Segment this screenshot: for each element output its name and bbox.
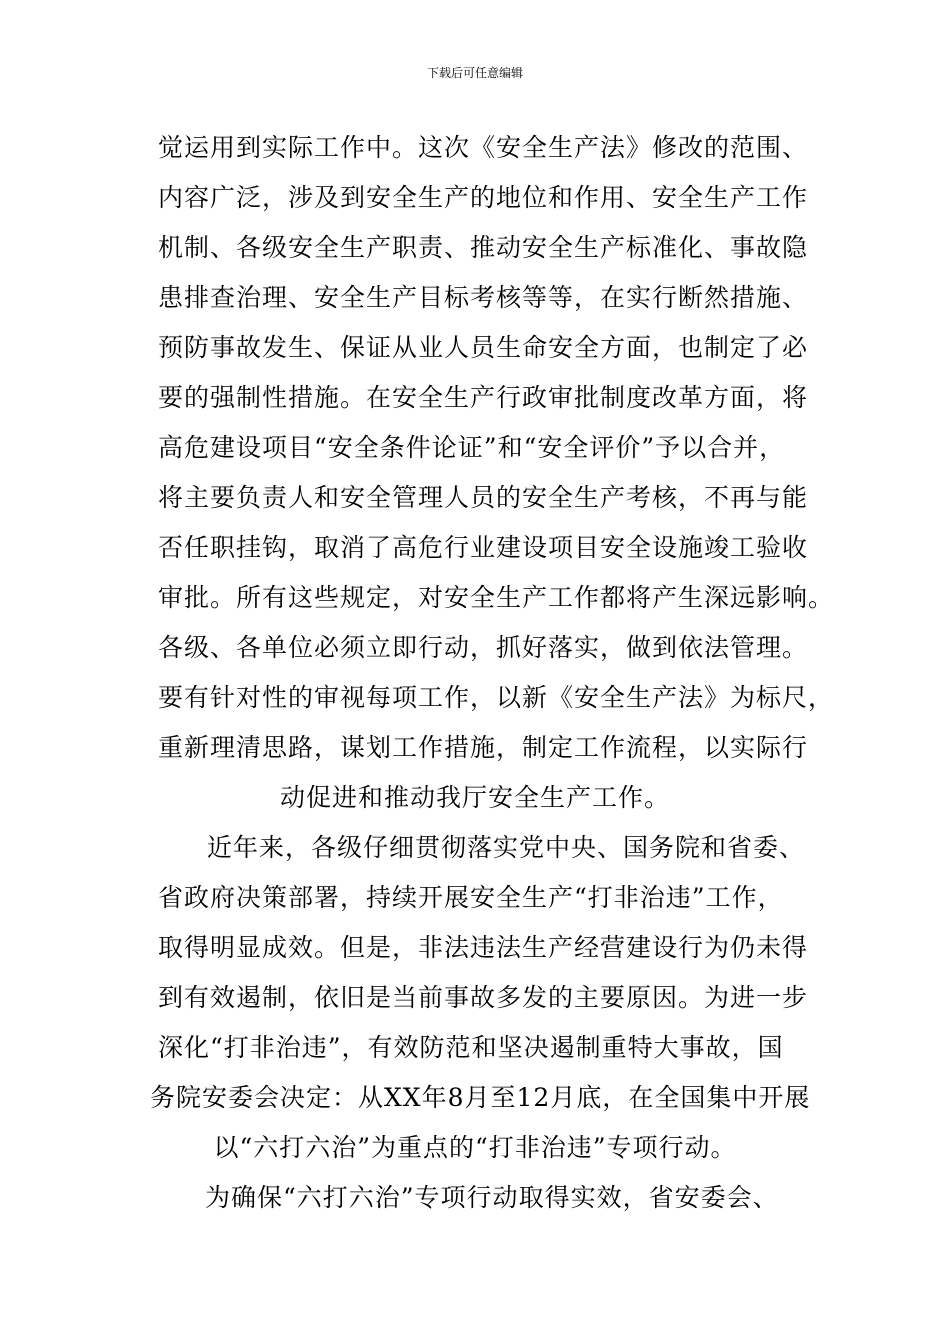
text-line: 审批。所有这些规定，对安全生产工作都将产生深远影响。 [158,583,835,612]
text-line: 觉运用到实际工作中。这次《安全生产法》修改的范围、 [158,133,809,162]
text-line: 将主要负责人和安全管理人员的安全生产考核，不再与能 [158,483,809,512]
text-line: 否任职挂钩，取消了高危行业建设项目安全设施竣工验收 [158,533,809,562]
page-header: 下载后可任意编辑 [426,66,523,80]
text-line: 取得明显成效。但是，非法违法生产经营建设行为仍未得 [158,933,809,962]
text-line: 动促进和推动我厅安全生产工作。 [279,783,670,812]
text-line: 深化“打非治违”，有效防范和坚决遏制重特大事故，国 [158,1033,784,1062]
text-line: 要的强制性措施。在安全生产行政审批制度改革方面，将 [158,383,809,412]
text-line: 重新理清思路，谋划工作措施，制定工作流程，以实际行 [158,733,809,762]
paragraph-start: 近年来，各级仔细贯彻落实党中央、国务院和省委、 [207,833,806,862]
text-line: 要有针对性的审视每项工作，以新《安全生产法》为标尺， [158,683,835,712]
text-line: 省政府决策部署，持续开展安全生产“打非治违”工作， [158,883,784,912]
text-line: 务院安委会决定：从XX年8月至12月底，在全国集中开展 [150,1083,811,1112]
text-line: 内容广泛，涉及到安全生产的地位和作用、安全生产工作 [158,183,809,212]
text-line: 预防事故发生、保证从业人员生命安全方面，也制定了必 [158,333,809,362]
paragraph-start: 为确保“六打六治”专项行动取得实效，省安委会、 [205,1183,779,1212]
text-line: 机制、各级安全生产职责、推动安全生产标准化、事故隐 [158,233,809,262]
text-line: 高危建设项目“安全条件论证”和“安全评价”予以合并， [158,433,786,462]
text-line: 到有效遏制，依旧是当前事故多发的主要原因。为进一步 [158,983,809,1012]
text-line: 各级、各单位必须立即行动，抓好落实，做到依法管理。 [158,633,809,662]
text-line: 患排查治理、安全生产目标考核等等，在实行断然措施、 [158,283,809,312]
text-line: 以“六打六治”为重点的“打非治违”专项行动。 [213,1133,737,1162]
